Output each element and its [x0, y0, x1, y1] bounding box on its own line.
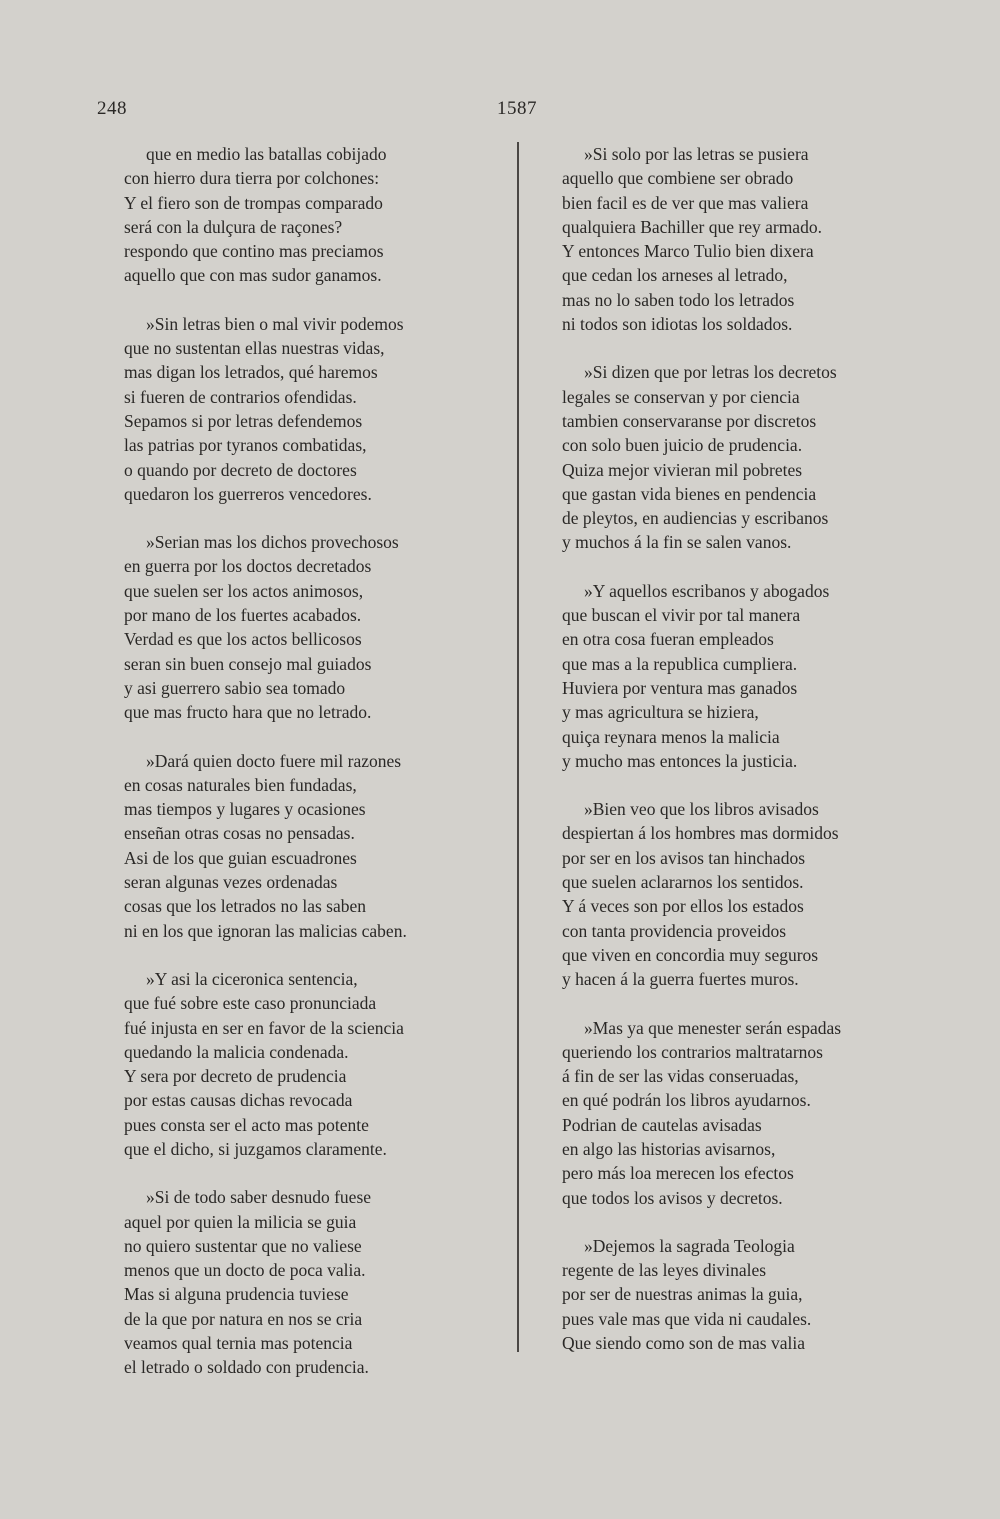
- stanza: [562, 1016, 932, 1210]
- stanza: [562, 579, 932, 773]
- stanza: [562, 142, 932, 336]
- verse-line: pues vale mas que vida ni caudales.: [562, 1308, 812, 1329]
- verse-line: las patrias por tyranos combatidas,: [124, 435, 367, 456]
- verse-line: Verdad es que los actos bellicosos: [124, 629, 362, 650]
- verse-line: que viven en concordia muy seguros: [562, 944, 819, 965]
- verse-line: Y el fiero son de trompas comparado: [124, 192, 383, 213]
- verse-line: y mucho mas entonces la justicia.: [562, 750, 798, 771]
- verse-line: aquello que con mas sudor ganamos.: [124, 265, 382, 286]
- verse-line: Que siendo como son de mas valia: [562, 1333, 806, 1354]
- verse-line: seran sin buen consejo mal guiados: [124, 653, 372, 674]
- verse-line: por mano de los fuertes acabados.: [124, 605, 362, 626]
- verse-line: y hacen á la guerra fuertes muros.: [562, 969, 799, 990]
- verse-line: que todos los avisos y decretos.: [562, 1187, 783, 1208]
- verse-line: en algo las historias avisarnos,: [562, 1138, 776, 1159]
- verse-line: regente de las leyes divinales: [562, 1260, 767, 1281]
- verse-line: Mas si alguna prudencia tuviese: [124, 1284, 349, 1305]
- verse-line: el letrado o soldado con prudencia.: [124, 1357, 369, 1378]
- verse-line: seran algunas vezes ordenadas: [124, 872, 338, 893]
- verse-line: que el dicho, si juzgamos claramente.: [124, 1138, 387, 1159]
- verse-line: fué injusta en ser en favor de la sciencia: [124, 1017, 404, 1038]
- page-number: 248: [97, 98, 127, 119]
- verse-line: Quiza mejor vivieran mil pobretes: [562, 459, 803, 480]
- verse-line: en otra cosa fueran empleados: [562, 629, 774, 650]
- verse-line: en qué podrán los libros ayudarnos.: [562, 1090, 811, 1111]
- verse-line: que en medio las batallas cobijado: [146, 144, 387, 164]
- stanza: [562, 1234, 932, 1355]
- verse-line: despiertan á los hombres mas dormidos: [562, 823, 839, 844]
- verse-line: de la que por natura en nos se cria: [124, 1308, 363, 1329]
- verse-line: o quando por decreto de doctores: [124, 459, 357, 480]
- verse-line: que no sustentan ellas nuestras vidas,: [124, 338, 385, 359]
- verse-line: será con la dulçura de raçones?: [124, 216, 343, 237]
- verse-line: legales se conservan y por ciencia: [562, 386, 800, 407]
- verse-line: queriendo los contrarios maltratarnos: [562, 1041, 823, 1062]
- verse-line: pues consta ser el acto mas potente: [124, 1114, 369, 1135]
- verse-line: que fué sobre este caso pronunciada: [124, 993, 377, 1014]
- verse-line: de pleytos, en audiencias y escribanos: [562, 508, 829, 529]
- verse-line: bien facil es de ver que mas valiera: [562, 192, 809, 213]
- verse-line: qualquiera Bachiller que rey armado.: [562, 216, 822, 237]
- verse-line: y muchos á la fin se salen vanos.: [562, 532, 792, 553]
- verse-line: aquello que combiene ser obrado: [562, 168, 794, 189]
- verse-line: por ser en los avisos tan hinchados: [562, 847, 806, 868]
- stanza: [124, 967, 504, 1161]
- verse-line: respondo que contino mas preciamos: [124, 241, 384, 262]
- verse-line: »Y asi la ciceronica sentencia,: [146, 968, 358, 989]
- verse-line: y asi guerrero sabio sea tomado: [124, 677, 346, 698]
- stanza: [124, 142, 504, 288]
- column-divider: [517, 142, 519, 1352]
- verse-line: »Dejemos la sagrada Teologia: [584, 1235, 795, 1256]
- verse-line: »Si de todo saber desnudo fuese: [146, 1187, 372, 1208]
- stanza: [562, 360, 932, 554]
- stanza: [124, 749, 504, 943]
- verse-line: si fueren de contrarios ofendidas.: [124, 386, 357, 407]
- verse-line: »Bien veo que los libros avisados: [584, 799, 819, 820]
- verse-line: menos que un docto de poca valia.: [124, 1260, 366, 1281]
- verse-line: en guerra por los doctos decretados: [124, 556, 372, 577]
- verse-line: á fin de ser las vidas conseruadas,: [562, 1066, 799, 1087]
- verse-line: Y sera por decreto de prudencia: [124, 1066, 347, 1087]
- verse-line: quedaron los guerreros vencedores.: [124, 483, 372, 504]
- verse-line: aquel por quien la milicia se guia: [124, 1211, 357, 1232]
- verse-line: »Y aquellos escribanos y abogados: [584, 580, 830, 601]
- verse-line: enseñan otras cosas no pensadas.: [124, 823, 355, 844]
- verse-line: Asi de los que guian escuadrones: [124, 847, 357, 868]
- verse-line: pero más loa merecen los efectos: [562, 1163, 794, 1184]
- verse-line: con solo buen juicio de prudencia.: [562, 435, 803, 456]
- verse-line: por estas causas dichas revocada: [124, 1090, 353, 1111]
- verse-line: que mas fructo hara que no letrado.: [124, 702, 372, 723]
- verse-line: ni en los que ignoran las malicias caben.: [124, 920, 407, 941]
- verse-line: Sepamos si por letras defendemos: [124, 410, 363, 431]
- verse-line: y mas agricultura se hiziera,: [562, 702, 759, 723]
- verse-line: Podrian de cautelas avisadas: [562, 1114, 762, 1135]
- verse-line: quedando la malicia condenada.: [124, 1041, 349, 1062]
- verse-line: mas digan los letrados, qué haremos: [124, 362, 378, 383]
- verse-line: »Mas ya que menester serán espadas: [584, 1017, 842, 1038]
- verse-line: mas no lo saben todo los letrados: [562, 289, 795, 310]
- verse-line: »Si solo por las letras se pusiera: [584, 144, 809, 164]
- right-column: [562, 142, 932, 1379]
- verse-line: »Serian mas los dichos provechosos: [146, 532, 399, 553]
- verse-line: mas tiempos y lugares y ocasiones: [124, 799, 366, 820]
- verse-line: veamos qual ternia mas potencia: [124, 1333, 353, 1354]
- verse-line: »Dará quien docto fuere mil razones: [146, 750, 402, 771]
- stanza: [124, 530, 504, 724]
- verse-line: Y entonces Marco Tulio bien dixera: [562, 241, 814, 262]
- verse-line: que gastan vida bienes en pendencia: [562, 483, 817, 504]
- verse-line: que suelen aclararnos los sentidos.: [562, 872, 804, 893]
- stanza: [124, 312, 504, 506]
- stanza: [124, 1185, 504, 1379]
- verse-line: que mas a la republica cumpliera.: [562, 653, 798, 674]
- verse-line: Huviera por ventura mas ganados: [562, 677, 798, 698]
- verse-line: ni todos son idiotas los soldados.: [562, 314, 793, 335]
- verse-line: con tanta providencia proveidos: [562, 920, 787, 941]
- verse-line: »Sin letras bien o mal vivir podemos: [146, 313, 404, 334]
- stanza: [562, 797, 932, 991]
- verse-line: en cosas naturales bien fundadas,: [124, 774, 357, 795]
- left-column: [124, 142, 504, 1404]
- verse-line: que cedan los arneses al letrado,: [562, 265, 788, 286]
- verse-line: quiça reynara menos la malicia: [562, 726, 780, 747]
- verse-line: tambien conservaranse por discretos: [562, 410, 817, 431]
- verse-line: cosas que los letrados no las saben: [124, 896, 367, 917]
- verse-line: no quiero sustentar que no valiese: [124, 1235, 362, 1256]
- verse-line: por ser de nuestras animas la guia,: [562, 1284, 803, 1305]
- running-header-year: 1587: [497, 98, 537, 119]
- verse-line: »Si dizen que por letras los decretos: [584, 362, 837, 383]
- verse-line: con hierro dura tierra por colchones:: [124, 168, 380, 189]
- verse-line: que suelen ser los actos animosos,: [124, 580, 364, 601]
- verse-line: Y á veces son por ellos los estados: [562, 896, 804, 917]
- verse-line: que buscan el vivir por tal manera: [562, 605, 801, 626]
